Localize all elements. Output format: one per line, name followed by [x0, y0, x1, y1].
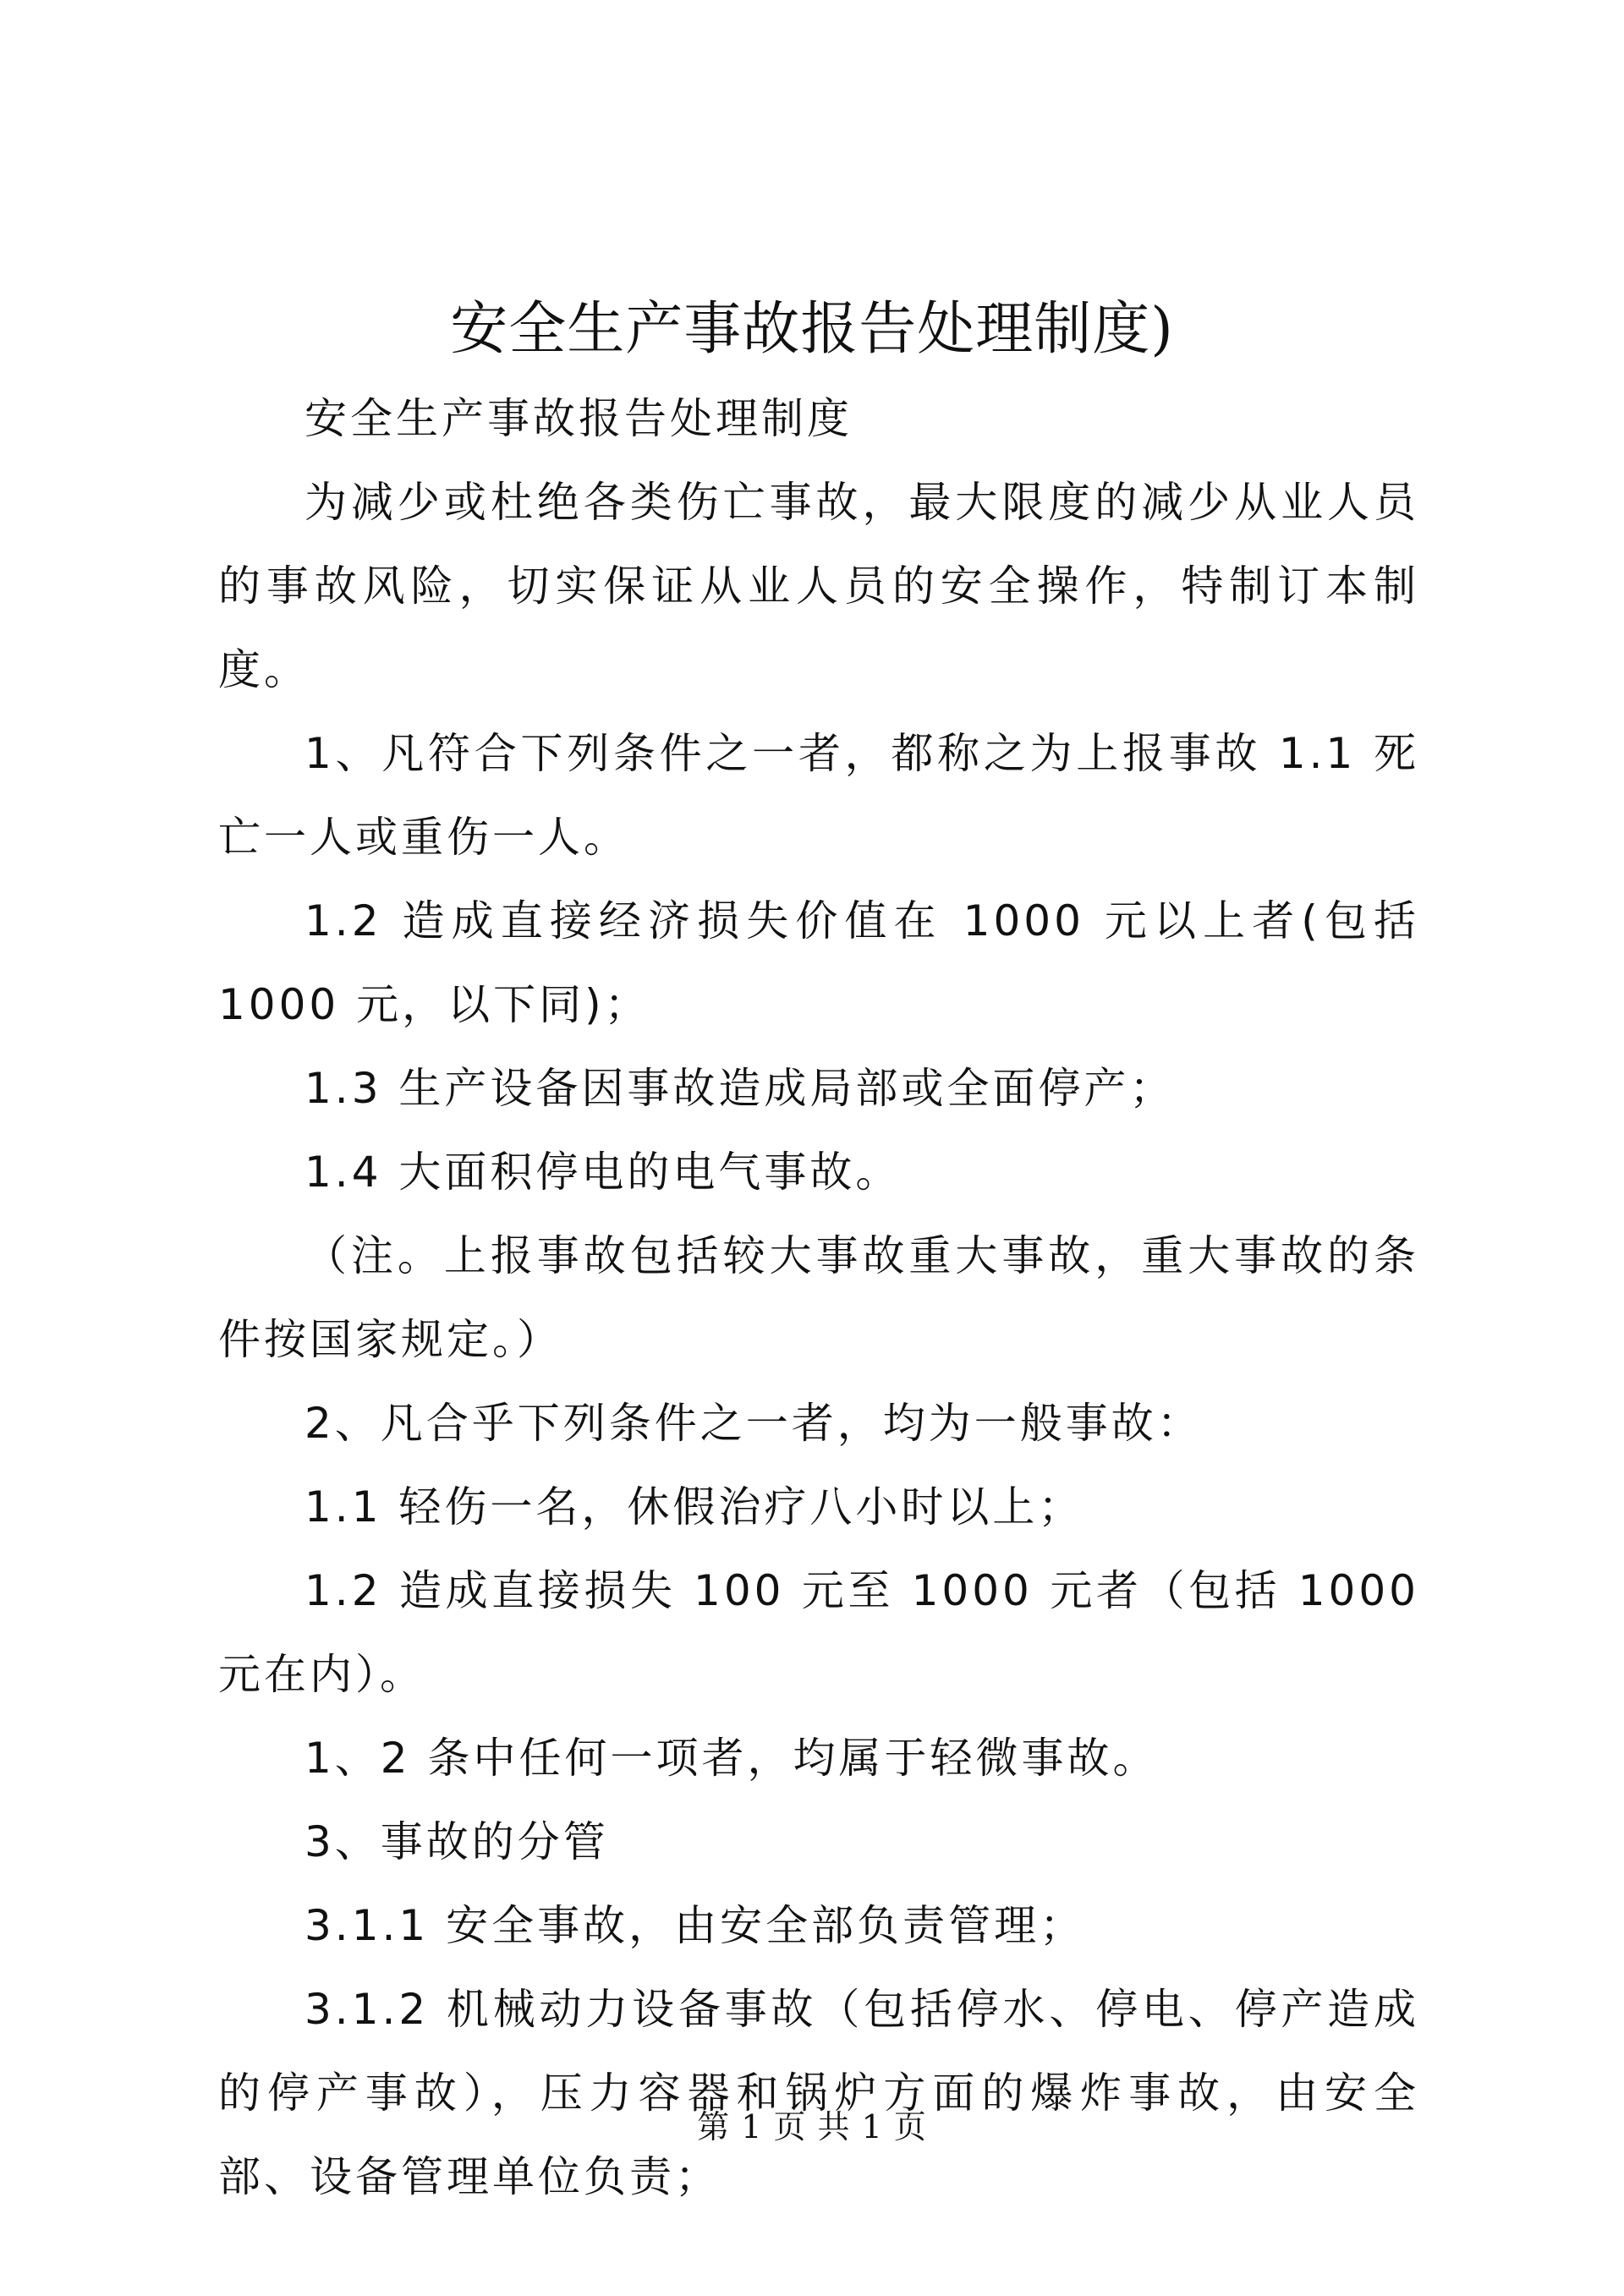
document-title: 安全生产事故报告处理制度): [450, 296, 1174, 363]
paragraph-item-1: 1、凡符合下列条件之一者，都称之为上报事故 1.1 死亡一人或重伤一人。: [218, 729, 1419, 862]
paragraph-subtitle: 安全生产事故报告处理制度: [304, 394, 853, 443]
paragraph-purpose: 为减少或杜绝各类伤亡事故，最大限度的减少从业人员的事故风险，切实保证从业人员的安全操作，特制订本制度。: [218, 478, 1419, 694]
document-body: [218, 377, 1419, 2219]
paragraph-item-1-2: 1.2 造成直接经济损失价值在 1000 元以上者(包括 1000 元，以下同)；: [218, 896, 1419, 1029]
paragraph-item-3-1-2: 3.1.2 机械动力设备事故（包括停水、停电、停产造成的停产事故），压力容器和锅炉方面的爆炸事故，由安全部、设备管理单位负责；: [218, 1985, 1419, 2201]
paragraph-item-3: 3、事故的分管: [304, 1817, 609, 1866]
paragraph-item-2: 2、凡合乎下列条件之一者，均为一般事故：: [304, 1399, 1203, 1448]
paragraph-item-3-1-1: 3.1.1 安全事故，由安全部负责管理；: [304, 1901, 1086, 1950]
paragraph-item-2-1: 1.1 轻伤一名，休假治疗八小时以上；: [304, 1482, 1084, 1532]
paragraph-item-1-3: 1.3 生产设备因事故造成局部或全面停产；: [304, 1064, 1176, 1113]
paragraph-item-2-2: 1.2 造成直接损失 100 元至 1000 元者（包括 1000 元在内）。: [218, 1566, 1419, 1699]
paragraph-note: （注。上报事故包括较大事故重大事故，重大事故的条件按国家规定。）: [218, 1231, 1419, 1364]
page-footer: 第 1 页 共 1 页: [697, 2108, 927, 2145]
paragraph-minor-accident: 1、2 条中任何一项者，均属于轻微事故。: [304, 1734, 1159, 1783]
paragraph-item-1-4: 1.4 大面积停电的电气事故。: [304, 1148, 902, 1197]
